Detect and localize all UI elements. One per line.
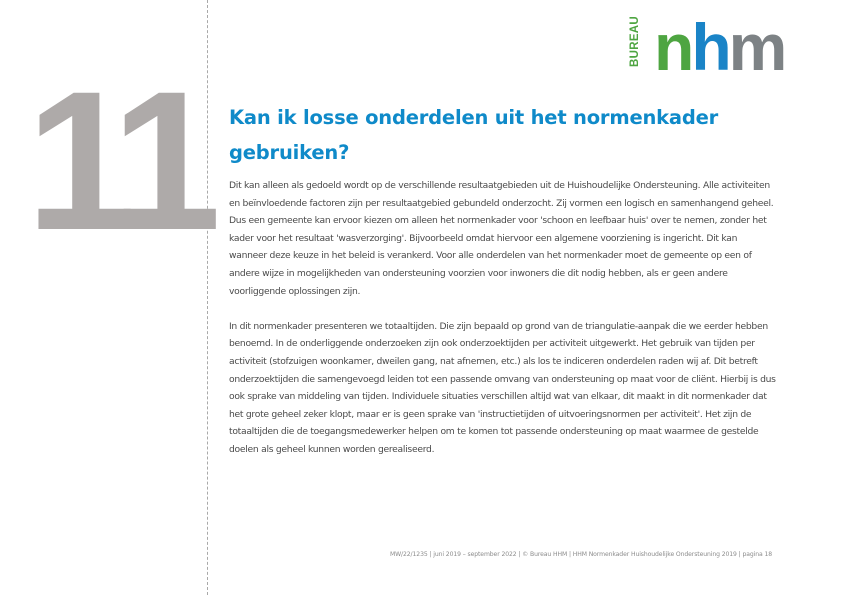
- logo-bureau-text: BUREAU: [629, 16, 641, 67]
- paragraph-1: Dit kan alleen als gedoeld wordt op de verschillende resultaatgebieden uit de Huishoudelijke Ondersteuning. Alle activiteiten en beïnvloedende factoren zijn per resultaatgebied gebundeld onderzocht. Zij vormen een logisch en samenhangend geheel. Dus een gemeente kan ervoor kiezen om alleen het normenkader voor 'schoon en leefbaar huis' over te nemen, zonder het kader voor het resultaat 'wasverzorging'. Bijvoorbeeld omdat hiervoor een algemene voorziening is ingericht. Dit kan wanneer deze keuze in het beleid is verankerd. Voor alle onderdelen van het normenkader moet de gemeente op een of andere wijze in mogelijkheden van ondersteuning voorzien voor inwoners die dit nodig hebben, als er geen andere voorliggende oplossingen zijn.: [229, 180, 774, 297]
- logo-letter-n: n: [654, 10, 692, 84]
- page-footer: MW/22/1235 | juni 2019 – september 2022 | © Bureau HHM | HHM Normenkader Huishoudelijke Ondersteuning 2019 | pagina 18: [389, 551, 772, 558]
- section-heading: Kan ik losse onderdelen uit het normenkader gebruiken?: [229, 106, 719, 164]
- paragraph-2: In dit normenkader presenteren we totaaltijden. Die zijn bepaald op grond van de triangulatie-aanpak die we eerder hebben benoemd. In de onderliggende onderzoeken zijn ook onderzoektijden per activiteit uitgewerkt. Het gebruik van tijden per activiteit (stofzuigen woonkamer, dweilen gang, nat afnemen, etc.) als los te indiceren onderdelen raden wij af. Dit betreft onderzoektijden die samengevoegd leiden tot een passende omvang van ondersteuning op maat voor de cliënt. Hierbij is dus ook sprake van middeling van tijden. Individuele situaties verschillen altijd wat van elkaar, dit maakt in dit normenkader dat het grote geheel zeker klopt, maar er is geen sprake van 'instructietijden of uitvoeringsnormen per activiteit'. Het zijn de totaaltijden die de toegangsmedewerker helpen om te komen tot passende ondersteuning op maat waarmee de gestelde doelen als geheel kunnen worden gerealiseerd.: [229, 320, 776, 455]
- chapter-number: 11: [26, 50, 208, 271]
- logo-letter-h: h: [691, 10, 729, 84]
- logo-wordmark: [654, 10, 785, 84]
- vertical-divider: [207, 0, 208, 595]
- bureau-hhm-logo: [629, 10, 785, 84]
- logo-letter-m: m: [728, 10, 785, 84]
- body-text: [229, 177, 777, 476]
